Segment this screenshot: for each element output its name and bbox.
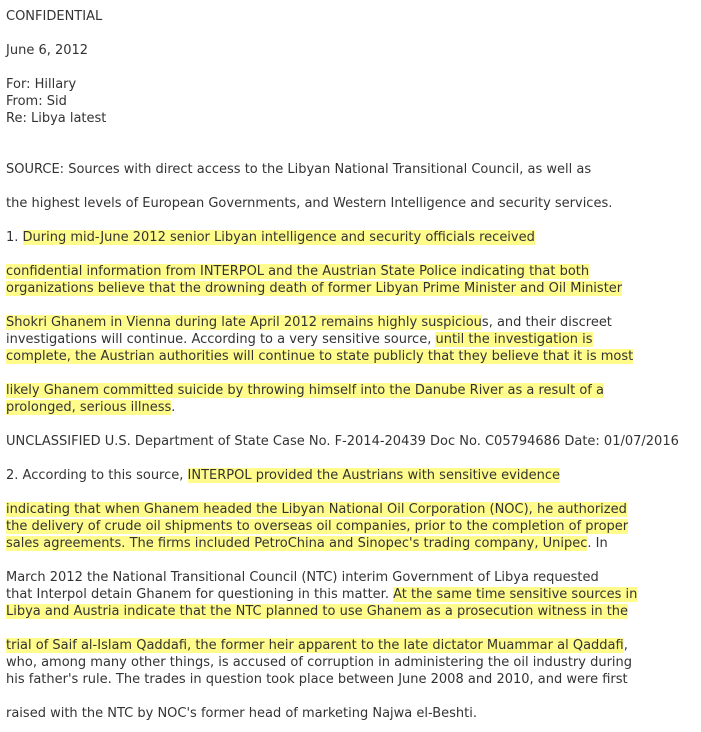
- memo-text: .: [171, 400, 176, 415]
- memo-line: [6, 314, 612, 331]
- memo-line: [6, 637, 628, 654]
- memo-text: ,: [623, 638, 628, 653]
- memo-line: [6, 705, 477, 722]
- memo-text: who, among many other things, is accused of corruption in administering the oil industry during: [6, 655, 633, 670]
- memo-line: [6, 433, 679, 450]
- memo-line: [6, 654, 632, 671]
- highlighted-text: trial of Saif al-Islam Qaddafi, the former heir apparent to the late dictator Muammar al Qaddafi: [6, 638, 624, 653]
- memo-text: that Interpol detain Ghanem for questioning in this matter.: [6, 587, 394, 602]
- memo-text: UNCLASSIFIED U.S. Department of State Case No. F-2014-20439 Doc No. C05794686 Date: 01/07/2016: [6, 434, 679, 449]
- memo-line: [6, 229, 535, 246]
- highlighted-text: indicating that when Ghanem headed the Libyan National Oil Corporation (NOC), he authorized: [6, 502, 627, 517]
- highlighted-text: organizations believe that the drowning death of former Libyan Prime Minister and Oil Minister: [6, 281, 623, 296]
- memo-line: [6, 501, 627, 518]
- highlighted-text: prolonged, serious illness: [6, 400, 172, 415]
- highlighted-text: sales agreements. The firms included PetroChina and Sinopec's trading company, Unipec: [6, 536, 588, 551]
- highlighted-text: the delivery of crude oil shipments to overseas oil companies, prior to the completion of proper: [6, 519, 629, 534]
- memo-line: [6, 603, 628, 620]
- memo-line: [6, 195, 612, 212]
- memo-text: s, and their discreet: [481, 315, 612, 330]
- highlighted-text: INTERPOL provided the Austrians with sensitive evidence: [187, 468, 561, 483]
- memo-line: [6, 535, 608, 552]
- memo-line: [6, 586, 637, 603]
- memo-text: investigations will continue. According to a very sensitive source,: [6, 332, 436, 347]
- classification-label: CONFIDENTIAL: [6, 9, 103, 24]
- highlighted-text: During mid-June 2012 senior Libyan intelligence and security officials received: [22, 230, 535, 245]
- memo-line: [6, 348, 633, 365]
- highlighted-text: Libya and Austria indicate that the NTC planned to use Ghanem as a prosecution witness in the: [6, 604, 629, 619]
- highlighted-text: Shokri Ghanem in Vienna during late April 2012 remains highly suspiciou: [6, 315, 482, 330]
- memo-line: [6, 518, 628, 535]
- memo-line: [6, 382, 604, 399]
- memo-line: [6, 161, 591, 178]
- memo-subject: Re: Libya latest: [6, 111, 107, 126]
- memo-line: [6, 280, 622, 297]
- memo-text: March 2012 the National Transitional Council (NTC) interim Government of Libya requested: [6, 570, 599, 585]
- memo-text: SOURCE: Sources with direct access to the Libyan National Transitional Council, as well as: [6, 162, 592, 177]
- memo-line: [6, 467, 560, 484]
- highlighted-text: At the same time sensitive sources in: [393, 587, 638, 602]
- memo-sender: From: Sid: [6, 94, 67, 109]
- memo-line: [6, 331, 593, 348]
- memo-line: [6, 263, 589, 280]
- memo-text: his father's rule. The trades in question took place between June 2008 and 2010, and were first: [6, 672, 628, 687]
- memo-line: [6, 671, 628, 688]
- memo-date: June 6, 2012: [6, 43, 89, 58]
- memo-text: 1.: [6, 230, 23, 245]
- memo-line: [6, 399, 175, 416]
- memo-text: . In: [587, 536, 608, 551]
- memo-text: 2. According to this source,: [6, 468, 188, 483]
- highlighted-text: confidential information from INTERPOL and the Austrian State Police indicating that both: [6, 264, 590, 279]
- highlighted-text: complete, the Austrian authorities will continue to state publicly that they believe that it is most: [6, 349, 634, 364]
- memo-text: raised with the NTC by NOC's former head of marketing Najwa el-Beshti.: [6, 706, 478, 721]
- highlighted-text: likely Ghanem committed suicide by throwing himself into the Danube River as a result of a: [6, 383, 604, 398]
- memo-text: the highest levels of European Governments, and Western Intelligence and security services.: [6, 196, 613, 211]
- memo-recipient: For: Hillary: [6, 77, 77, 92]
- highlighted-text: until the investigation is: [435, 332, 593, 347]
- memo-line: [6, 569, 599, 586]
